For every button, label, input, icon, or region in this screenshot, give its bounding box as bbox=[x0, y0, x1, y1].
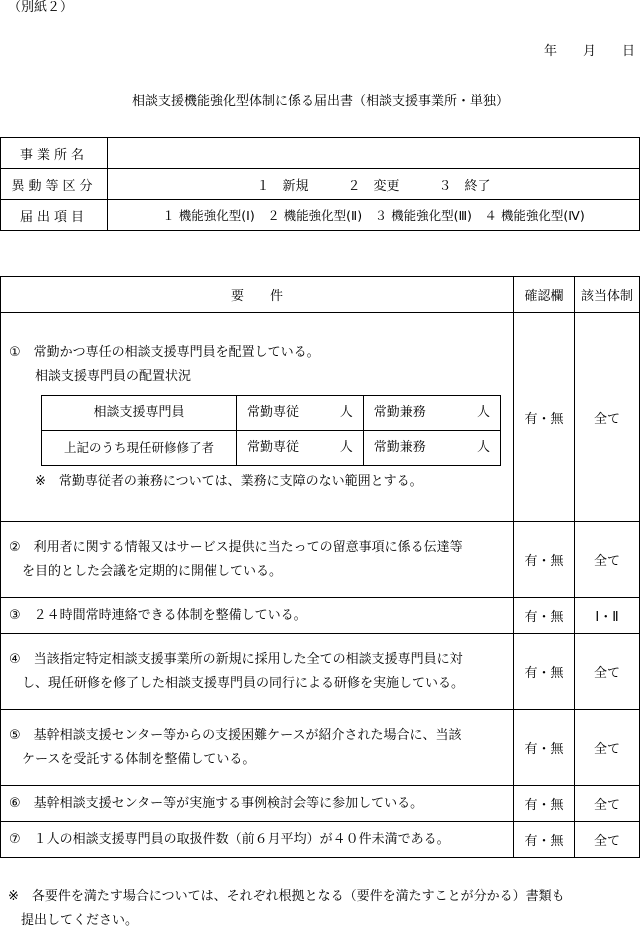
confirmation-cell[interactable]: 有・無 bbox=[514, 710, 575, 786]
requirement-text bbox=[1, 634, 514, 710]
system-cell: 全て bbox=[575, 710, 640, 786]
confirmation-cell[interactable]: 有・無 bbox=[514, 786, 575, 822]
footer-note-line: ※ 各要件を満たす場合については、それぞれ根拠となる（要件を満たすことが分かる）書類も bbox=[8, 889, 565, 904]
full-time-dedicated-count[interactable] bbox=[236, 430, 363, 465]
unit-label: 人 bbox=[339, 439, 353, 455]
office-label: 事業所名 bbox=[1, 138, 108, 169]
placement-status-table bbox=[41, 395, 501, 466]
item-row bbox=[1, 200, 640, 231]
footer-note bbox=[8, 885, 565, 933]
system-cell: 全て bbox=[575, 786, 640, 822]
requirement-text bbox=[1, 822, 514, 858]
unit-label: 人 bbox=[476, 439, 490, 455]
change-type-options[interactable]: １ 新規 ２ 変更 ３ 終了 bbox=[108, 169, 640, 200]
placement-row-trained bbox=[42, 430, 501, 465]
header-confirmation: 確認欄 bbox=[514, 277, 575, 313]
requirement-text bbox=[1, 522, 514, 598]
confirmation-cell[interactable]: 有・無 bbox=[514, 522, 575, 598]
office-row bbox=[1, 138, 640, 169]
row-name: 上記のうち現任研修修了者 bbox=[42, 430, 237, 465]
requirement-line: ケースを受託する体制を整備している。 bbox=[9, 751, 256, 767]
requirement-row-4 bbox=[1, 634, 640, 710]
attachment-label: （別紙２） bbox=[8, 0, 74, 15]
requirement-row-2 bbox=[1, 522, 640, 598]
page-title: 相談支援機能強化型体制に係る届出書（相談支援事業所・単独） bbox=[131, 94, 509, 109]
system-cell: 全て bbox=[575, 313, 640, 522]
system-cell: 全て bbox=[575, 822, 640, 858]
requirement-note: ※ 常勤専従者の兼務については、業務に支障のない範囲とする。 bbox=[35, 473, 423, 489]
full-time-concurrent-count[interactable] bbox=[363, 430, 500, 465]
requirement-line: ③ ２４時間常時連絡できる体制を整備している。 bbox=[9, 607, 307, 623]
header-requirements: 要 件 bbox=[1, 277, 514, 313]
requirement-line: ⑤ 基幹相談支援センター等からの支援困難ケースが紹介された場合に、当該 bbox=[9, 727, 462, 743]
requirement-line: し、現任研修を修了した相談支援専門員の同行による研修を実施している。 bbox=[9, 675, 465, 691]
office-name-field[interactable] bbox=[108, 138, 640, 169]
requirement-row-1 bbox=[1, 313, 640, 522]
change-row bbox=[1, 169, 640, 200]
notification-form-table bbox=[0, 137, 640, 231]
requirement-line: ② 利用者に関する情報又はサービス提供に当たっての留意事項に係る伝達等 bbox=[9, 539, 463, 555]
requirements-table bbox=[0, 276, 640, 858]
confirmation-cell[interactable]: 有・無 bbox=[514, 598, 575, 634]
requirement-row-3 bbox=[1, 598, 640, 634]
full-time-dedicated-label: 常勤専従 bbox=[246, 439, 299, 455]
date-line: 年 月 日 bbox=[543, 44, 635, 59]
requirement-text bbox=[1, 313, 514, 522]
requirement-line: を目的とした会議を定期的に開催している。 bbox=[9, 563, 283, 579]
footer-note-line: 提出してください。 bbox=[8, 913, 139, 928]
full-time-concurrent-label: 常勤兼務 bbox=[373, 439, 426, 455]
requirement-line: ⑦ １人の相談支援専門員の取扱件数（前６月平均）が４０件未満である。 bbox=[9, 831, 450, 847]
system-cell: 全て bbox=[575, 522, 640, 598]
full-time-dedicated-count[interactable] bbox=[236, 395, 363, 430]
requirement-row-6 bbox=[1, 786, 640, 822]
confirmation-cell[interactable]: 有・無 bbox=[514, 634, 575, 710]
change-label: 異動等区分 bbox=[1, 169, 108, 200]
requirement-row-5 bbox=[1, 710, 640, 786]
full-time-concurrent-count[interactable] bbox=[363, 395, 500, 430]
confirmation-cell[interactable]: 有・無 bbox=[514, 822, 575, 858]
requirement-line: ① 常勤かつ専任の相談支援専門員を配置している。 bbox=[9, 344, 320, 360]
full-time-dedicated-label: 常勤専従 bbox=[246, 404, 299, 420]
item-options[interactable]: １ 機能強化型(Ⅰ) ２ 機能強化型(Ⅱ) ３ 機能強化型(Ⅲ) ４ 機能強化型(Ⅳ) bbox=[108, 200, 640, 231]
placement-status-label: 相談支援専門員の配置状況 bbox=[35, 368, 192, 384]
requirement-row-7 bbox=[1, 822, 640, 858]
requirement-text bbox=[1, 786, 514, 822]
placement-row-specialists bbox=[42, 395, 501, 430]
confirmation-cell[interactable]: 有・無 bbox=[514, 313, 575, 522]
system-cell: 全て bbox=[575, 634, 640, 710]
full-time-concurrent-label: 常勤兼務 bbox=[373, 404, 426, 420]
requirement-text bbox=[1, 710, 514, 786]
item-label: 届出項目 bbox=[1, 200, 108, 231]
requirements-header-row bbox=[1, 277, 640, 313]
row-name: 相談支援専門員 bbox=[42, 395, 237, 430]
unit-label: 人 bbox=[476, 404, 490, 420]
requirement-line: ④ 当該指定特定相談支援事業所の新規に採用した全ての相談支援専門員に対 bbox=[9, 651, 463, 667]
requirement-text bbox=[1, 598, 514, 634]
unit-label: 人 bbox=[339, 404, 353, 420]
requirement-line: ⑥ 基幹相談支援センター等が実施する事例検討会等に参加している。 bbox=[9, 795, 424, 811]
header-system: 該当体制 bbox=[575, 277, 640, 313]
system-cell: Ⅰ・Ⅱ bbox=[575, 598, 640, 634]
